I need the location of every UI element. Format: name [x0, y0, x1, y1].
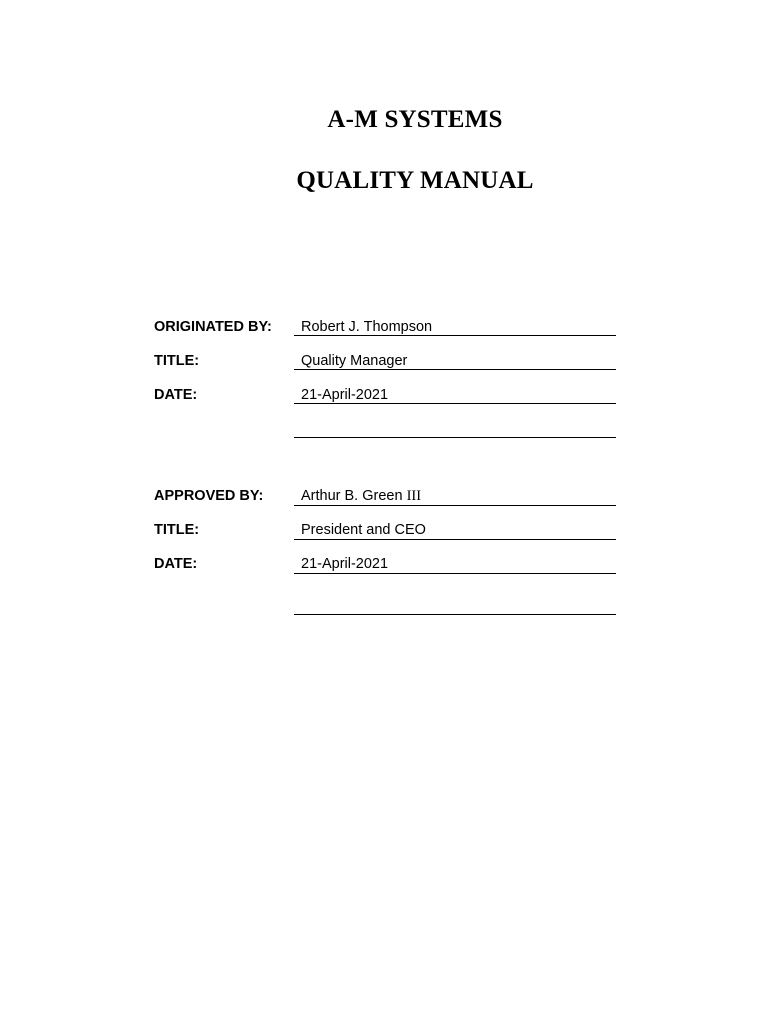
approved-by-suffix: III [406, 488, 422, 504]
originated-date-label: DATE: [154, 387, 198, 403]
approved-title-row [0, 520, 768, 544]
originated-title-row [0, 351, 768, 375]
approved-by-name: Arthur B. Green [301, 488, 403, 504]
originated-by-label: ORIGINATED BY: [154, 319, 272, 335]
approved-by-row [0, 486, 768, 510]
originated-title-label: TITLE: [154, 353, 200, 369]
approved-date-label: DATE: [154, 556, 198, 572]
originated-signature-line [294, 437, 616, 438]
company-name: A-M SYSTEMS [327, 106, 503, 133]
originated-title-underline [294, 369, 616, 370]
approved-title-underline [294, 539, 616, 540]
approved-title-value: President and CEO [301, 522, 426, 538]
originated-by-row [0, 317, 768, 341]
originated-title-value: Quality Manager [301, 353, 408, 369]
originated-date-underline [294, 403, 616, 404]
approved-date-value: 21-April-2021 [301, 556, 389, 572]
approved-signature-line [294, 614, 616, 615]
originated-by-value: Robert J. Thompson [301, 319, 433, 335]
approved-date-row [0, 554, 768, 578]
approved-date-underline [294, 573, 616, 574]
approved-by-value [301, 486, 421, 506]
originated-date-row [0, 385, 768, 409]
approved-title-label: TITLE: [154, 522, 200, 538]
originated-date-value: 21-April-2021 [301, 387, 389, 403]
document-title: QUALITY MANUAL [296, 167, 534, 194]
originated-by-underline [294, 335, 616, 336]
approved-by-label: APPROVED BY: [154, 488, 264, 504]
approved-by-underline [294, 505, 616, 506]
